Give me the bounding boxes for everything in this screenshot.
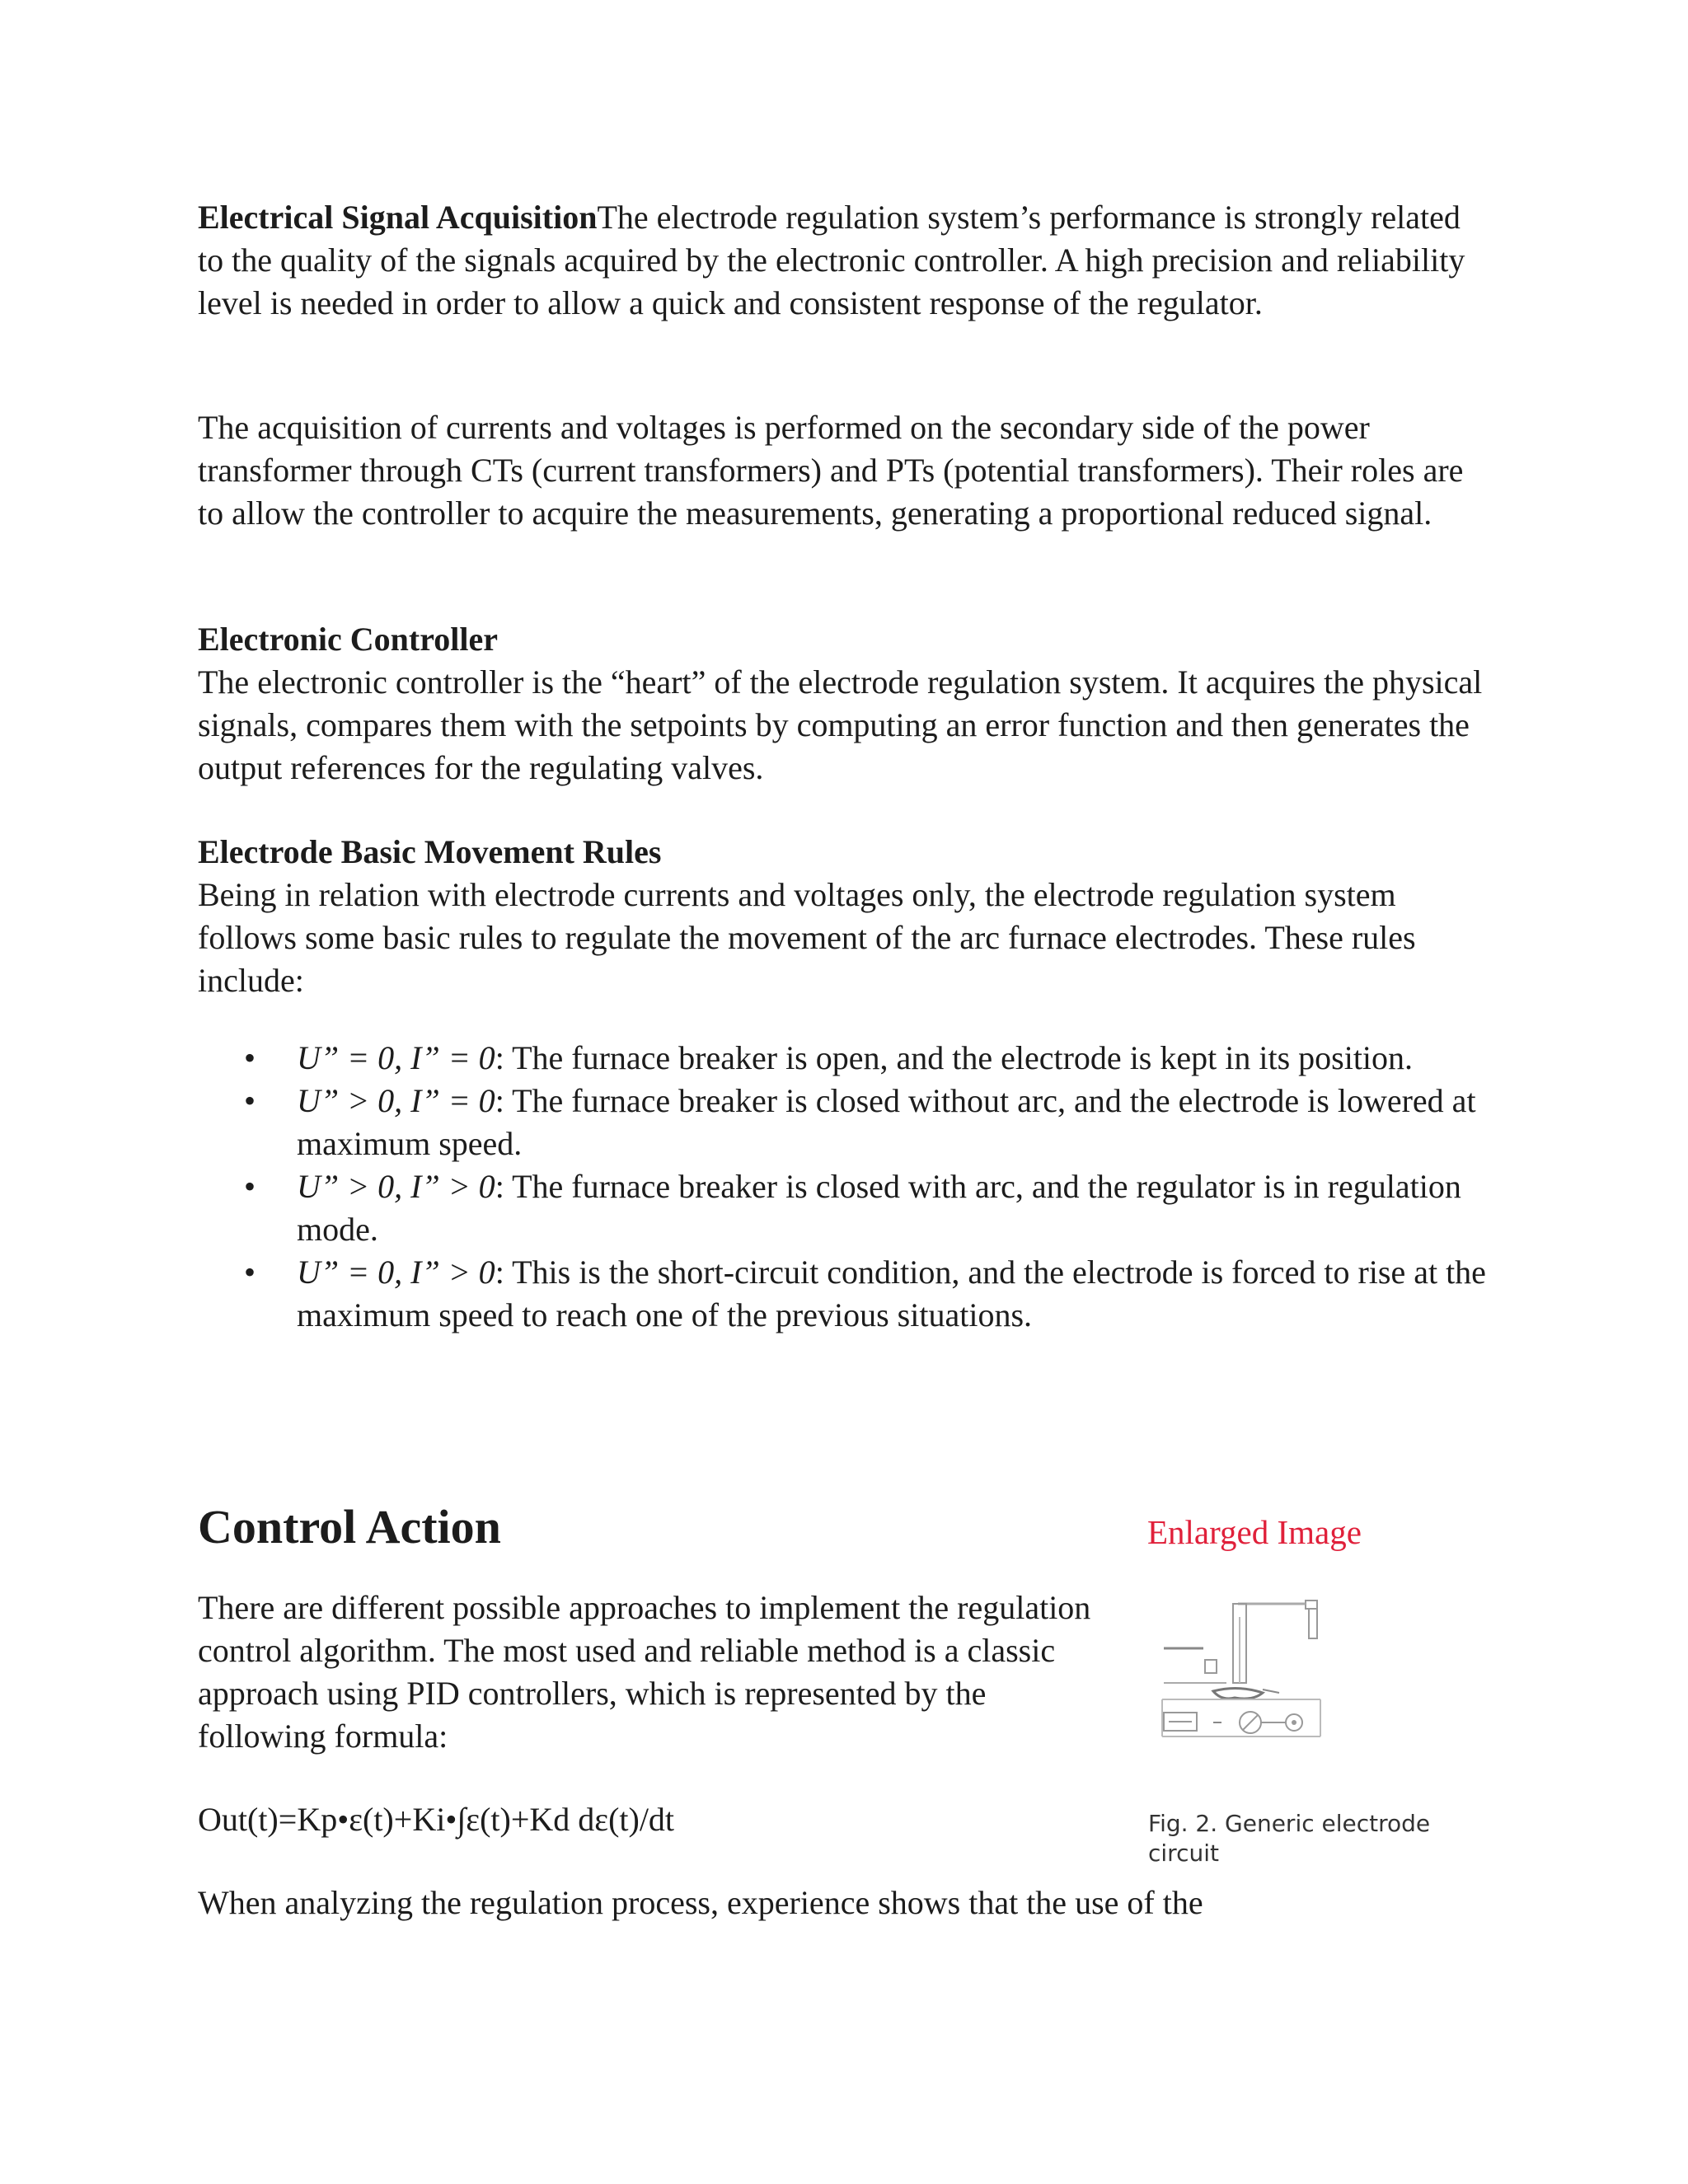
movement-body: Being in relation with electrode currents and voltages only, the electrode regulation system follows some basic rules to regulate the movement of the arc furnace electrodes. These rules include: xyxy=(198,876,1416,999)
enlarged-image-link[interactable]: Enlarged Image xyxy=(1147,1513,1362,1551)
control-action-body: There are different possible approaches to implement the regulation control algorithm. The most used and reliable method is a classic approach using PID controllers, which is represented by the following formula: xyxy=(198,1589,1091,1755)
acquisition-para2: The acquisition of currents and voltages is performed on the secondary side of the power transformer through CTs (current transformers) and PTs (potential transformers). Their roles are to allow the controller to acquire the measurements, generating a proportional reduced signal. xyxy=(198,409,1464,532)
acquisition-paragraph-2 xyxy=(198,406,1492,535)
acquisition-heading: Electrical Signal Acquisition xyxy=(198,199,598,236)
rule-condition: U” > 0, I” > 0 xyxy=(297,1168,495,1205)
pid-formula: Out(t)=Kp•ε(t)+Ki•∫ε(t)+Kd dε(t)/dt xyxy=(198,1801,675,1838)
rule-text: : The furnace breaker is open, and the electrode is kept in its position. xyxy=(495,1039,1414,1076)
controller-heading: Electronic Controller xyxy=(198,621,498,658)
list-item xyxy=(198,1080,1500,1165)
controller-body: The electronic controller is the “heart” of the electrode regulation system. It acquires the physical signals, compares them with the setpoints by computing an error function and then generates the output references for the regulating valves. xyxy=(198,663,1483,786)
figure-caption: Fig. 2. Generic electrode circuit xyxy=(1148,1810,1431,1867)
rule-text: : This is the short-circuit condition, and the electrode is forced to rise at the maximum speed to reach one of the previous situations. xyxy=(297,1254,1486,1333)
control-action-heading: Control Action xyxy=(198,1500,501,1554)
last-line: When analyzing the regulation process, experience shows that the use of the xyxy=(198,1884,1203,1921)
movement-rules-list xyxy=(198,1037,1500,1337)
electrode-circuit-figure[interactable] xyxy=(1156,1592,1335,1762)
list-item xyxy=(198,1037,1500,1080)
movement-section xyxy=(198,831,1492,1002)
rule-condition: U” > 0, I” = 0 xyxy=(297,1082,495,1119)
bullet-icon: • xyxy=(244,1168,256,1205)
bullet-icon: • xyxy=(244,1082,256,1119)
list-item xyxy=(198,1251,1500,1337)
rule-text: : The furnace breaker is closed without arc, and the electrode is lowered at maximum speed. xyxy=(297,1082,1476,1162)
rule-text: : The furnace breaker is closed with arc, and the regulator is in regulation mode. xyxy=(297,1168,1461,1248)
acquisition-intro: The electrode regulation system’s performance is strongly related to the quality of the signals acquired by the electronic controller. A high precision and reliability level is needed in order to allow a quick and consistent response of the regulator. xyxy=(198,199,1465,321)
controller-section xyxy=(198,618,1492,790)
rule-condition: U” = 0, I” > 0 xyxy=(297,1254,495,1291)
acquisition-section xyxy=(198,196,1492,325)
movement-heading: Electrode Basic Movement Rules xyxy=(198,833,662,870)
bullet-icon: • xyxy=(244,1254,256,1291)
list-item xyxy=(198,1165,1500,1251)
rule-condition: U” = 0, I” = 0 xyxy=(297,1039,495,1076)
bullet-icon: • xyxy=(244,1039,256,1076)
